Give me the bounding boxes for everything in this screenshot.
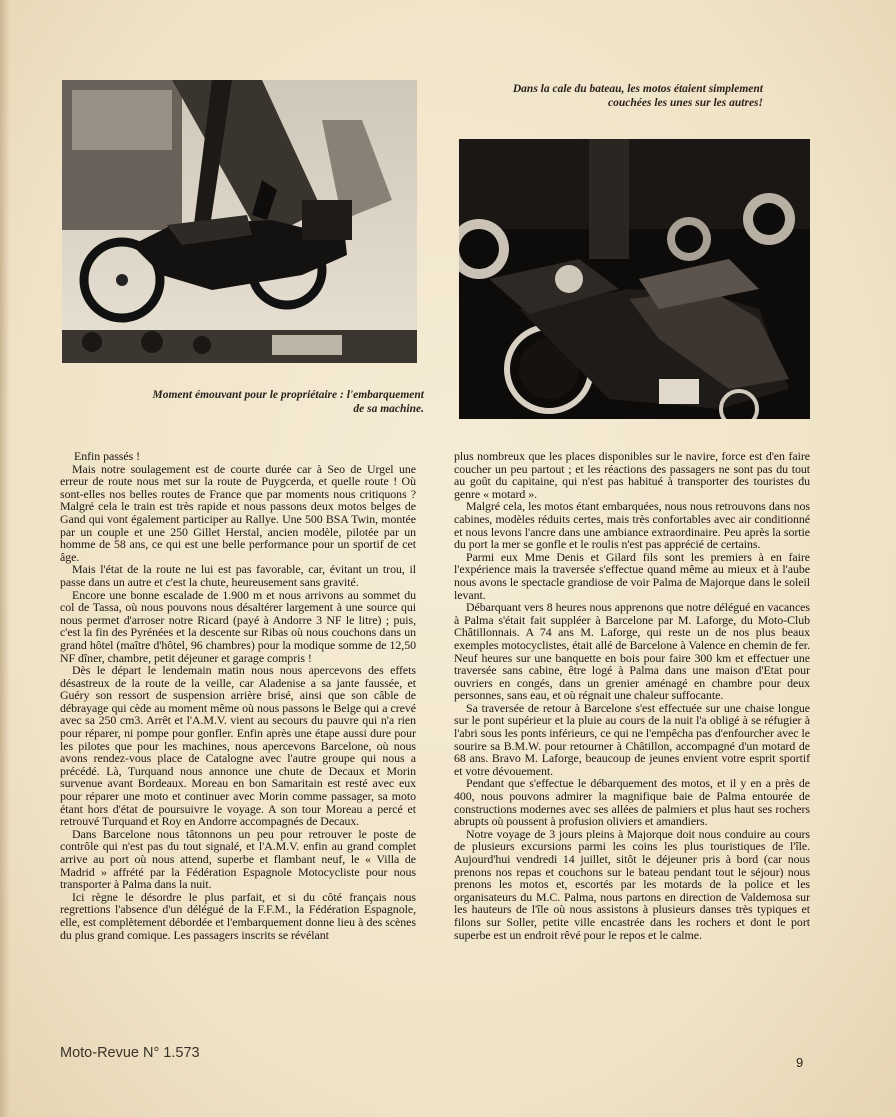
paragraph: Notre voyage de 3 jours pleins à Majorque doit nous conduire au cours de plusieurs excursions parmi les coins les plus touristiques de l'île. Aujourd'hui vendredi 14 juillet, sitôt le déjeuner pris à bord (car nous prenons nos repas et couchons sur le bateau pendant tout le séjour) nous prenons les motos et, escortés par les motards de la police et les organisateurs du M.C. Palma, nous partons en direction de Valdemosa sur les hauteurs de l'île où nous assistons à plusieurs danses très typiques et filons sur Soller, petite ville encastrée dans les rochers et dont le port superbe est un endroit rêvé pour le repos et le calme. <box>454 826 810 942</box>
paragraph: Pendant que s'effectue le débarquement des motos, et il y en a près de 400, nous pouvons admirer la magnifique baie de Palma entourée de constructions modernes avec ses allées de palmiers et plus haut ses rochers abrupts où poussent à profusion oliviers et amandiers. <box>454 776 810 829</box>
paragraph: plus nombreux que les places disponibles sur le navire, force est d'en faire coucher un peu partout ; et les réactions des passagers ne sont pas du tout au goût du capitaine, qui n'est pas habitué à transporter des touristes du genre « motard ». <box>454 449 810 501</box>
page-fold-shadow <box>0 0 10 1117</box>
paragraph: Encore une bonne escalade de 1.900 m et nous arrivons au sommet du col de Tassa, où nous pouvons nous désaltérer largement à une source qui nous permet d'arroser notre Ricard (payé à Andorre 3 NF le litre) ; puis, c'est la fin des Pyrénées et la descente sur Ribas où nous couchons dans un grand hôtel (maître d'hôtel, 96 chambres) pour la modique somme de 12,50 NF dîner, chambre, petit déjeuner et garage compris ! <box>60 587 416 665</box>
magazine-issue: Moto-Revue N° 1.573 <box>60 1045 200 1061</box>
article-column-right <box>454 450 810 941</box>
caption-right: Dans la cale du bateau, les motos étaient simplement couchées les unes sur les autres! <box>512 83 763 109</box>
caption-left: Moment émouvant pour le propriétaire : l'embarquement de sa machine. <box>152 389 424 415</box>
paragraph: Mais l'état de la route ne lui est pas favorable, car, évitant un trou, il passe dans un autre et c'est la chute, heureusement sans gravité. <box>60 562 416 589</box>
paragraph: Dans Barcelone nous tâtonnons un peu pour retrouver le poste de contrôle qui n'est pas du tout signalé, et l'A.M.V. enfin au grand complet arrive au port où nous attend, superbe et flambant neuf, le « Villa de Madrid » affrété par la Fédération Espagnole Motocycliste pour nous transporter à Palma dans la nuit. <box>60 826 416 892</box>
photo-motorcycle-hoisted <box>62 80 417 363</box>
paragraph: Malgré cela, les motos étant embarquées, nous nous retrouvons dans nos cabines, modèles réduits certes, mais très confortables avec air conditionné et nous levons l'ancre dans une ambiance extraordinaire. Peu après la sortie du port la mer se gonfle et le roulis n'est pas apprécié de certains. <box>454 499 810 552</box>
paragraph: Sa traversée de retour à Barcelone s'est effectuée sur une chaise longue sur le pont supérieur et la pluie au cours de la nuit l'a obligé à se réfugier à l'abri sous les ponts inférieurs, ce qui ne l'empêcha pas d'enfourcher avec le sourire sa B.M.W. pour retourner à Châtillon, accompagné d'un motard de 68 ans. Bravo M. Laforge, beaucoup de jeunes envient votre esprit sportif et votre dévouement. <box>454 700 810 778</box>
paragraph: Enfin passés ! <box>74 449 141 463</box>
page-number: 9 <box>796 1055 804 1070</box>
paragraph: Dès le départ le lendemain matin nous nous apercevons des effets désastreux de la route de la veille, car Aladenise a sa jante faussée, et Guéry son ressort de suspension arrière brisé, ainsi que son câble de débrayage qui cède au moment même où nous passons le Belge qui a crevé avec sa 250 cm3. Arrêt et l'A.M.V. vient au secours du pauvre qui n'a rien pour réparer, ni pompe pour gonfler. Enfin après une étape aussi dure pour les pilotes que pour les machines, nous apercevons Barcelone, où nous avons rendez-vous place de Catalogne avec l'autre groupe qui nous a précédé. Là, Turquand nous annonce une chute de Decaux et Morin survenue avant Bordeaux. Moreau en bon Samaritain est resté avec eux pour réparer une moto et continuer avec Morin comme passager, sa moto étant hors d'état de poursuivre le voyage. A son tour Moreau a percé et retrouvé Turquand et Roy en Andorre accompagnés de Decaux. <box>60 663 416 829</box>
paragraph: Ici règne le désordre le plus parfait, et si du côté français nous regrettions l'absence d'un délégué de la F.F.M., la Fédération Espagnole, elle, est complètement débordée et l'embarquement donne lieu à des scènes du plus grand comique. Les passagers inscrits se révélant <box>60 889 416 942</box>
photo-motorcycles-in-hold <box>459 139 810 419</box>
paragraph: Mais notre soulagement est de courte durée car à Seo de Urgel une erreur de route nous met sur la route de Puygcerda, et quelle route ! Où sont-elles nos belles routes de France que par moments nous critiquons ? Malgré cela le train est très rapide et nous passons deux motos belges de Gand qui vont également participer au Rallye. Une 500 BSA Twin, montée par un couple et une 250 Gillet Herstal, ancien modèle, pilotée par un homme de 58 ans, ce qui est une belle performance pour un sportif de cet âge. <box>60 461 416 564</box>
article-column-left <box>60 450 416 941</box>
paragraph: Parmi eux Mme Denis et Gilard fils sont les premiers à en faire l'expérience mais la traversée s'effectue quand même au mieux et à l'aube nous avons le spectacle grandiose de voir Palma de Majorque dans le soleil levant. <box>454 549 810 602</box>
paragraph: Débarquant vers 8 heures nous apprenons que notre délégué en vacances à Palma s'était fait suppléer à Barcelone par M. Laforge, du Moto-Club Châtillonnais. A 74 ans M. Laforge, qui reste un de nos plus beaux exemples motocyclistes, était allé de Barcelone à Valence en chemin de fer. Neuf heures sur une banquette en bois pour faire 300 km et effectuer une traversée sans cabine, être logé à Palma dans une maison d'Etat pour ouvriers en congés, dans un grenier aménagé en chambre pour deux personnes, sans eau, et où régnait une chaleur suffocante. <box>454 600 810 703</box>
